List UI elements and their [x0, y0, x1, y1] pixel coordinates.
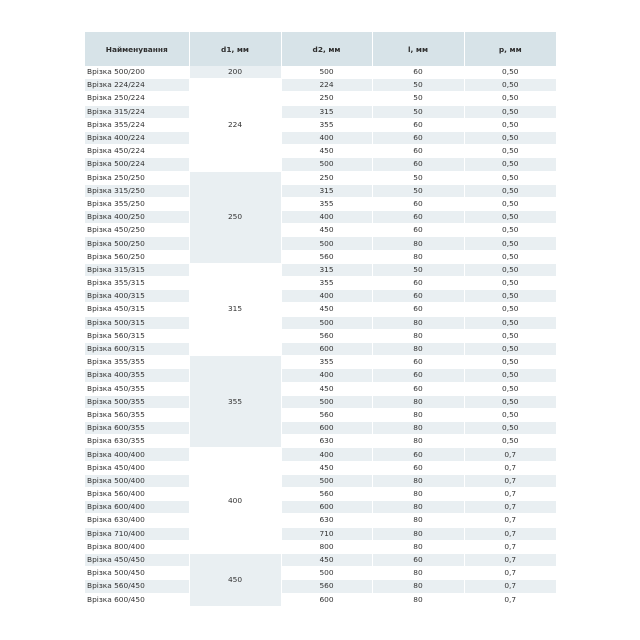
- cell-l: 80: [372, 250, 464, 263]
- table-header: [85, 32, 556, 66]
- table-row: [85, 580, 556, 593]
- cell-d2: 630: [281, 435, 372, 448]
- cell-d2: 400: [281, 369, 372, 382]
- table-row: [85, 514, 556, 527]
- cell-name: Врізка 560/315: [85, 329, 189, 342]
- cell-name: Врізка 600/400: [85, 501, 189, 514]
- cell-name: Врізка 600/355: [85, 422, 189, 435]
- cell-name: Врізка 500/315: [85, 316, 189, 329]
- cell-d2: 600: [281, 501, 372, 514]
- cell-p: 0,7: [464, 474, 556, 487]
- cell-name: Врізка 315/315: [85, 263, 189, 276]
- cell-l: 60: [372, 131, 464, 144]
- cell-name: Врізка 450/400: [85, 461, 189, 474]
- table-row: [85, 237, 556, 250]
- table-row: [85, 263, 556, 276]
- cell-name: Врізка 560/450: [85, 580, 189, 593]
- cell-p: 0,50: [464, 171, 556, 184]
- table-row: [85, 211, 556, 224]
- fittings-spec-table: [85, 32, 556, 607]
- cell-d2: 315: [281, 184, 372, 197]
- cell-d2: 560: [281, 580, 372, 593]
- cell-p: 0,7: [464, 593, 556, 606]
- cell-p: 0,50: [464, 290, 556, 303]
- table-row: [85, 342, 556, 355]
- table-row: [85, 329, 556, 342]
- cell-d1: 315: [189, 263, 281, 355]
- cell-l: 60: [372, 158, 464, 171]
- table-row: [85, 382, 556, 395]
- cell-name: Врізка 355/355: [85, 356, 189, 369]
- table-row: [85, 422, 556, 435]
- cell-p: 0,50: [464, 66, 556, 79]
- cell-d2: 315: [281, 263, 372, 276]
- cell-d2: 250: [281, 171, 372, 184]
- cell-d2: 450: [281, 145, 372, 158]
- cell-p: 0,50: [464, 316, 556, 329]
- cell-name: Врізка 500/400: [85, 474, 189, 487]
- cell-p: 0,50: [464, 79, 556, 92]
- cell-name: Врізка 500/355: [85, 395, 189, 408]
- cell-p: 0,50: [464, 118, 556, 131]
- cell-p: 0,50: [464, 263, 556, 276]
- cell-d2: 560: [281, 408, 372, 421]
- cell-d2: 250: [281, 92, 372, 105]
- cell-name: Врізка 315/250: [85, 184, 189, 197]
- cell-name: Врізка 500/224: [85, 158, 189, 171]
- cell-name: Врізка 355/315: [85, 277, 189, 290]
- cell-d2: 600: [281, 593, 372, 606]
- cell-name: Врізка 224/224: [85, 79, 189, 92]
- cell-d2: 355: [281, 277, 372, 290]
- cell-d2: 600: [281, 422, 372, 435]
- cell-l: 80: [372, 527, 464, 540]
- cell-l: 60: [372, 66, 464, 79]
- cell-name: Врізка 450/224: [85, 145, 189, 158]
- cell-name: Врізка 450/250: [85, 224, 189, 237]
- cell-d2: 450: [281, 553, 372, 566]
- table-row: [85, 197, 556, 210]
- table-row: [85, 224, 556, 237]
- cell-d1: 250: [189, 171, 281, 263]
- cell-d2: 450: [281, 461, 372, 474]
- table-row: [85, 553, 556, 566]
- header-row: [85, 32, 556, 66]
- cell-p: 0,50: [464, 329, 556, 342]
- cell-d2: 500: [281, 158, 372, 171]
- table-row: [85, 184, 556, 197]
- cell-p: 0,50: [464, 131, 556, 144]
- cell-l: 80: [372, 422, 464, 435]
- cell-l: 60: [372, 224, 464, 237]
- cell-name: Врізка 450/315: [85, 303, 189, 316]
- cell-l: 80: [372, 342, 464, 355]
- cell-d2: 500: [281, 395, 372, 408]
- cell-d2: 450: [281, 224, 372, 237]
- cell-name: Врізка 355/250: [85, 197, 189, 210]
- table-row: [85, 593, 556, 606]
- table-row: [85, 356, 556, 369]
- cell-p: 0,50: [464, 408, 556, 421]
- cell-l: 80: [372, 580, 464, 593]
- cell-p: 0,50: [464, 303, 556, 316]
- cell-d2: 500: [281, 567, 372, 580]
- cell-name: Врізка 400/400: [85, 448, 189, 461]
- table-row: [85, 79, 556, 92]
- cell-p: 0,7: [464, 448, 556, 461]
- table-row: [85, 461, 556, 474]
- cell-p: 0,7: [464, 501, 556, 514]
- table-body: [85, 66, 556, 606]
- cell-l: 80: [372, 540, 464, 553]
- cell-d2: 600: [281, 342, 372, 355]
- cell-p: 0,7: [464, 488, 556, 501]
- cell-l: 60: [372, 118, 464, 131]
- table-row: [85, 488, 556, 501]
- table-row: [85, 105, 556, 118]
- cell-l: 80: [372, 435, 464, 448]
- cell-l: 60: [372, 145, 464, 158]
- cell-l: 50: [372, 184, 464, 197]
- cell-name: Врізка 600/315: [85, 342, 189, 355]
- cell-p: 0,7: [464, 567, 556, 580]
- cell-d2: 500: [281, 474, 372, 487]
- table-row: [85, 369, 556, 382]
- table-row: [85, 501, 556, 514]
- table-row: [85, 145, 556, 158]
- cell-name: Врізка 560/355: [85, 408, 189, 421]
- cell-name: Врізка 560/250: [85, 250, 189, 263]
- cell-p: 0,50: [464, 197, 556, 210]
- cell-l: 60: [372, 461, 464, 474]
- table-row: [85, 395, 556, 408]
- cell-p: 0,50: [464, 184, 556, 197]
- cell-l: 80: [372, 514, 464, 527]
- cell-d2: 630: [281, 514, 372, 527]
- cell-name: Врізка 400/224: [85, 131, 189, 144]
- cell-name: Врізка 500/250: [85, 237, 189, 250]
- table-row: [85, 92, 556, 105]
- header-name: Найменування: [85, 32, 189, 66]
- cell-l: 60: [372, 211, 464, 224]
- cell-p: 0,7: [464, 553, 556, 566]
- cell-l: 60: [372, 290, 464, 303]
- cell-p: 0,50: [464, 422, 556, 435]
- cell-p: 0,50: [464, 435, 556, 448]
- table-row: [85, 171, 556, 184]
- cell-p: 0,50: [464, 211, 556, 224]
- cell-l: 60: [372, 277, 464, 290]
- cell-p: 0,7: [464, 461, 556, 474]
- table-row: [85, 474, 556, 487]
- cell-d2: 500: [281, 316, 372, 329]
- cell-d2: 800: [281, 540, 372, 553]
- cell-d2: 500: [281, 66, 372, 79]
- cell-d2: 500: [281, 237, 372, 250]
- cell-name: Врізка 315/224: [85, 105, 189, 118]
- cell-l: 60: [372, 303, 464, 316]
- cell-l: 60: [372, 356, 464, 369]
- table-row: [85, 131, 556, 144]
- header-l: l, мм: [372, 32, 464, 66]
- header-d2: d2, мм: [281, 32, 372, 66]
- cell-l: 60: [372, 369, 464, 382]
- cell-l: 50: [372, 263, 464, 276]
- cell-l: 50: [372, 79, 464, 92]
- cell-p: 0,7: [464, 540, 556, 553]
- cell-p: 0,50: [464, 224, 556, 237]
- cell-d2: 355: [281, 197, 372, 210]
- cell-l: 60: [372, 382, 464, 395]
- cell-name: Врізка 630/400: [85, 514, 189, 527]
- table-row: [85, 448, 556, 461]
- cell-name: Врізка 250/224: [85, 92, 189, 105]
- cell-l: 80: [372, 593, 464, 606]
- table-row: [85, 277, 556, 290]
- cell-l: 80: [372, 395, 464, 408]
- cell-p: 0,50: [464, 105, 556, 118]
- cell-p: 0,50: [464, 145, 556, 158]
- cell-name: Врізка 500/450: [85, 567, 189, 580]
- cell-name: Врізка 710/400: [85, 527, 189, 540]
- cell-name: Врізка 800/400: [85, 540, 189, 553]
- cell-p: 0,50: [464, 356, 556, 369]
- cell-d2: 315: [281, 105, 372, 118]
- cell-p: 0,50: [464, 158, 556, 171]
- cell-p: 0,7: [464, 514, 556, 527]
- cell-d2: 355: [281, 118, 372, 131]
- cell-l: 80: [372, 501, 464, 514]
- cell-l: 60: [372, 448, 464, 461]
- cell-p: 0,50: [464, 237, 556, 250]
- cell-name: Врізка 600/450: [85, 593, 189, 606]
- cell-d2: 224: [281, 79, 372, 92]
- table-row: [85, 567, 556, 580]
- cell-name: Врізка 355/224: [85, 118, 189, 131]
- cell-d2: 400: [281, 131, 372, 144]
- table-row: [85, 118, 556, 131]
- cell-l: 60: [372, 553, 464, 566]
- header-d1: d1, мм: [189, 32, 281, 66]
- cell-d2: 450: [281, 382, 372, 395]
- cell-p: 0,50: [464, 369, 556, 382]
- cell-name: Врізка 400/355: [85, 369, 189, 382]
- cell-d2: 450: [281, 303, 372, 316]
- cell-l: 80: [372, 567, 464, 580]
- table-row: [85, 540, 556, 553]
- cell-l: 80: [372, 408, 464, 421]
- cell-d2: 560: [281, 250, 372, 263]
- cell-l: 50: [372, 171, 464, 184]
- cell-d2: 710: [281, 527, 372, 540]
- cell-l: 80: [372, 488, 464, 501]
- cell-p: 0,50: [464, 250, 556, 263]
- cell-p: 0,7: [464, 580, 556, 593]
- cell-d2: 560: [281, 488, 372, 501]
- cell-name: Врізка 630/355: [85, 435, 189, 448]
- table-row: [85, 290, 556, 303]
- table-row: [85, 66, 556, 79]
- cell-d2: 400: [281, 448, 372, 461]
- cell-p: 0,7: [464, 527, 556, 540]
- cell-p: 0,50: [464, 342, 556, 355]
- table-row: [85, 408, 556, 421]
- cell-name: Врізка 500/200: [85, 66, 189, 79]
- cell-l: 80: [372, 316, 464, 329]
- cell-d2: 355: [281, 356, 372, 369]
- table-row: [85, 250, 556, 263]
- table-row: [85, 316, 556, 329]
- cell-p: 0,50: [464, 92, 556, 105]
- cell-name: Врізка 400/250: [85, 211, 189, 224]
- cell-d2: 400: [281, 290, 372, 303]
- cell-name: Врізка 450/450: [85, 553, 189, 566]
- cell-p: 0,50: [464, 382, 556, 395]
- cell-p: 0,50: [464, 395, 556, 408]
- cell-name: Врізка 250/250: [85, 171, 189, 184]
- cell-d1: 450: [189, 553, 281, 606]
- cell-d1: 355: [189, 356, 281, 448]
- cell-d2: 560: [281, 329, 372, 342]
- cell-d2: 400: [281, 211, 372, 224]
- table-row: [85, 435, 556, 448]
- table-row: [85, 158, 556, 171]
- cell-name: Врізка 450/355: [85, 382, 189, 395]
- cell-d1: 400: [189, 448, 281, 554]
- table-row: [85, 527, 556, 540]
- cell-l: 80: [372, 237, 464, 250]
- cell-l: 80: [372, 329, 464, 342]
- cell-d1: 200: [189, 66, 281, 79]
- cell-d1: 224: [189, 79, 281, 171]
- cell-name: Врізка 400/315: [85, 290, 189, 303]
- table-row: [85, 303, 556, 316]
- cell-name: Врізка 560/400: [85, 488, 189, 501]
- cell-l: 80: [372, 474, 464, 487]
- header-p: p, мм: [464, 32, 556, 66]
- cell-l: 60: [372, 197, 464, 210]
- cell-p: 0,50: [464, 277, 556, 290]
- cell-l: 50: [372, 105, 464, 118]
- cell-l: 50: [372, 92, 464, 105]
